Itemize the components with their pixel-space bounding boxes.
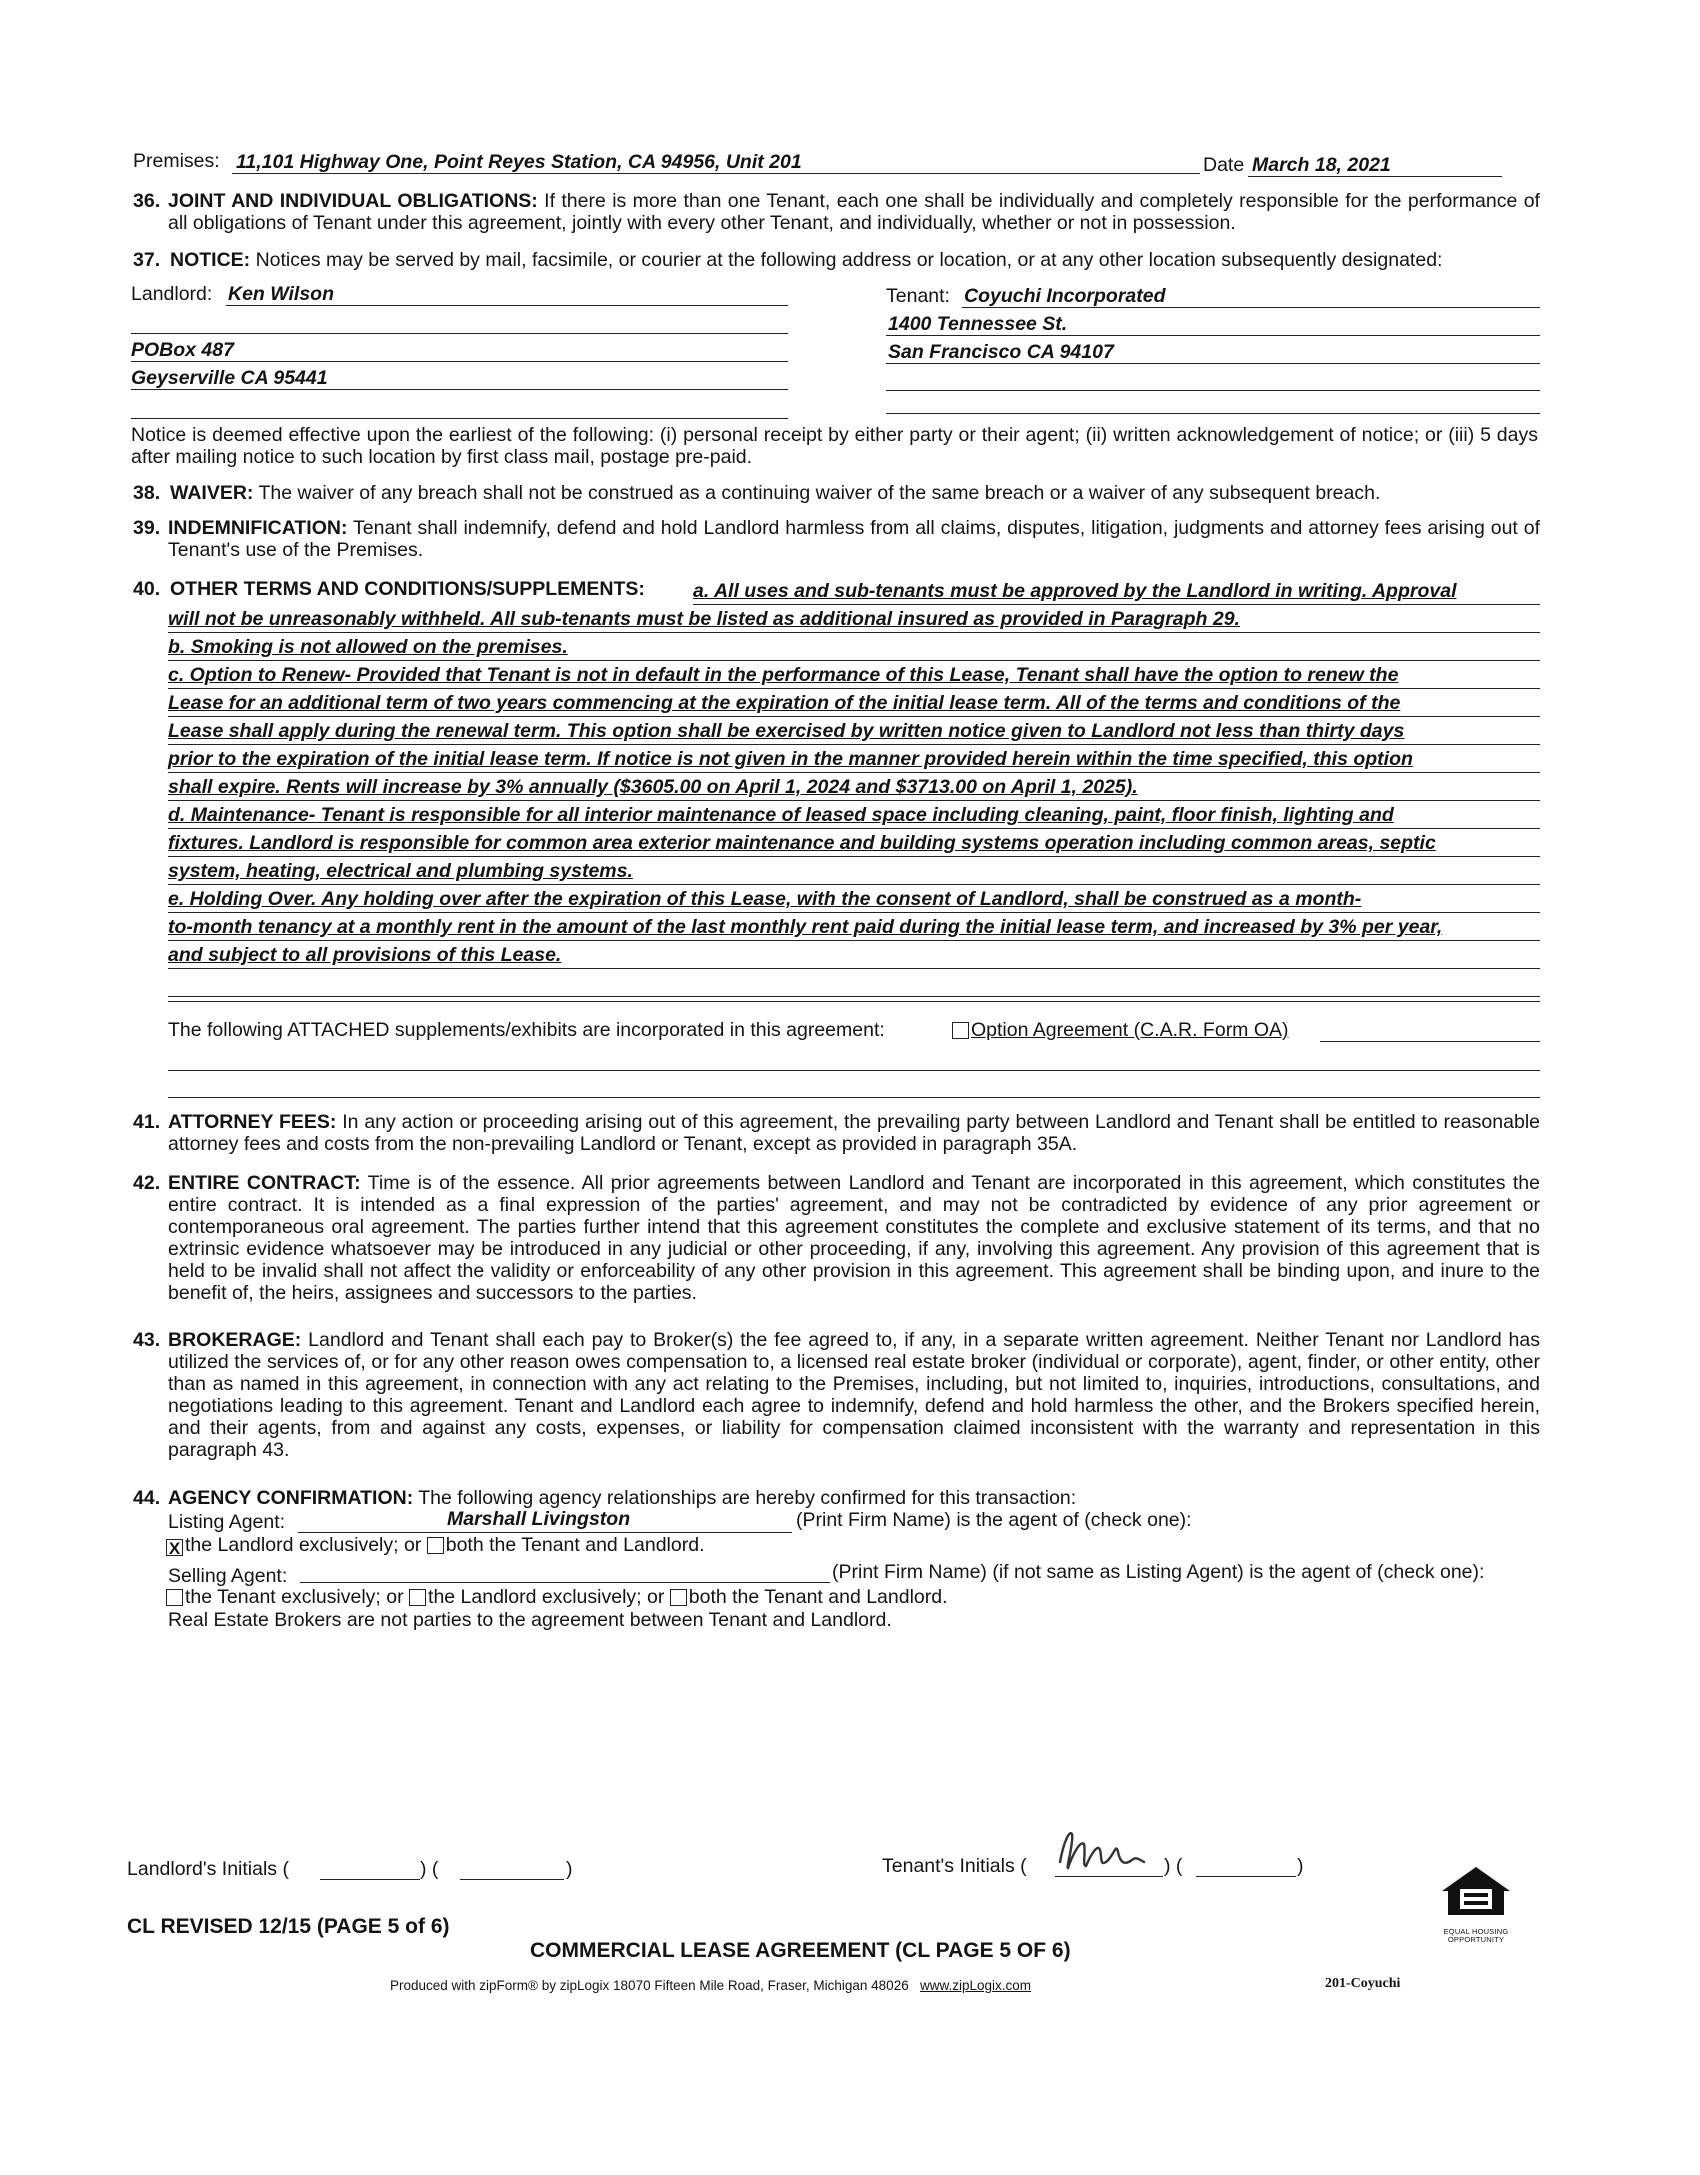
section-41-number: 41. [133,1111,161,1133]
listing-landlord-exclusive-checkbox[interactable]: X [166,1539,183,1556]
tenant-initials-mid: ) ( [1164,1855,1183,1877]
section-43-body: Landlord and Tenant shall each pay to Broker(s) the fee agreed to, if any, in a separate written agreement. Neither Tenant nor Landlord has utilized the services of, or for any other reason owes compensation to, a licensed real estate broker (individual or corporate), agent, finder, or other entity, other than as named in this agreement, in connection with any act relating to the Premises, including, but not limited to, inquiries, introductions, consultations, and negotiations leading to this agreement. Tenant and Landlord each agree to indemnify, defend and hold harmless the other, and the Brokers specified herein, and their agents, from and against any costs, expenses, or liability for compensation claimed inconsistent with the warranty and representation in this paragraph 43. [168,1329,1540,1461]
landlord-address-1[interactable]: POBox 487 [131,339,234,361]
landlord-addr1-line [131,361,788,362]
section-44-text [168,1487,1076,1509]
selling-agent-suffix: (Print Firm Name) (if not same as Listing Agent) is the agent of (check one): [832,1561,1485,1583]
revision-label: CL REVISED 12/15 (PAGE 5 of 6) [127,1915,450,1938]
landlord-initials-mid: ) ( [420,1858,439,1880]
produced-with [390,1978,1031,1993]
section-38-body: The waiver of any breach shall not be construed as a continuing waiver of the same breach or a waiver of any subsequent breach. [253,482,1381,504]
section-43-number: 43. [133,1329,161,1351]
section-41-title: ATTORNEY FEES: [168,1111,337,1133]
option-agreement-checkbox[interactable] [952,1022,969,1039]
equal-housing-caption-2: OPPORTUNITY [1447,1935,1505,1944]
landlord-blank-line-2 [131,418,788,419]
listing-both-checkbox[interactable] [427,1537,444,1554]
supplement-line-9[interactable]: d. Maintenance- Tenant is responsible for all interior maintenance of leased space including cleaning, paint, floor finish, lighting and [168,801,1540,829]
section-43-title: BROKERAGE: [168,1329,302,1351]
section-39-title: INDEMNIFICATION: [168,517,348,539]
section-42-body: Time is of the essence. All prior agreements between Landlord and Tenant are incorporated in this agreement, which constitutes the entire contract. It is intended as a final expression of the parties' agreement, and may not be contradicted by evidence of any prior agreement or contemporaneous oral agreement. The parties further intend that this agreement constitutes the complete and exclusive statement of its terms, and that no extrinsic evidence whatsoever may be introduced in any judicial or other proceeding, if any, involving this agreement. Any provision of this agreement that is held to be invalid shall not affect the validity or enforceability of any other provision in this agreement. This agreement shall be binding upon, and inure to the benefit of, the heirs, assignees and successors to the parties. [168,1172,1540,1304]
section-36-body: If there is more than one Tenant, each one shall be individually and completely responsible for the performance of all obligations of Tenant under this agreement, jointly with every other Tenant, and individually, whether or not in possession. [168,190,1540,234]
landlord-blank-line [131,333,788,334]
tenant-addr1-line [886,335,1540,336]
listing-agent-value[interactable]: Marshall Livingston [447,1508,631,1530]
equal-housing-caption [1432,1928,1520,1944]
section-36-title: JOINT AND INDIVIDUAL OBLIGATIONS: [168,190,538,212]
supplement-line-7[interactable]: prior to the expiration of the initial lease term. If notice is not given in the manner provided herein within the time specified, this option [168,745,1540,773]
attached-blank-line-2 [168,1097,1540,1098]
listing-agent-line [298,1532,792,1533]
landlord-initials-field-2[interactable] [460,1879,564,1880]
selling-both-checkbox[interactable] [670,1589,687,1606]
section-44-body: The following agency relationships are hereby confirmed for this transaction: [413,1487,1077,1509]
section-44-number: 44. [133,1487,161,1509]
supplement-line-10[interactable]: fixtures. Landlord is responsible for common area exterior maintenance and building systems operation including common areas, septic [168,829,1540,857]
section-39-body: Tenant shall indemnify, defend and hold Landlord harmless from all claims, disputes, litigation, judgments and attorney fees arising out of Tenant's use of the Premises. [168,517,1540,561]
premises-label: Premises: [133,150,220,172]
section-39-number: 39. [133,517,161,539]
tenant-initials-field-2[interactable] [1196,1876,1296,1877]
tenant-initials-close: ) [1297,1855,1304,1877]
section-38-title: WAIVER: [170,482,254,504]
selling-tenant-exclusive-label: the Tenant exclusively; or [185,1586,404,1608]
selling-agent-label: Selling Agent: [168,1565,288,1587]
supplement-line-15[interactable] [168,969,1540,997]
section-38-text [170,482,1380,504]
supplement-line-12[interactable]: e. Holding Over. Any holding over after the expiration of this Lease, with the consent of Landlord, shall be construed as a month- [168,885,1540,913]
section-39-text [168,517,1540,561]
landlord-initials-field-1[interactable] [320,1879,420,1880]
tenant-initials-signature [1052,1822,1172,1878]
supplement-line-3[interactable]: b. Smoking is not allowed on the premises. [168,633,1540,661]
section-36-number: 36. [133,190,161,212]
section-43-text [168,1329,1540,1461]
section-42-number: 42. [133,1172,161,1194]
selling-both-label: both the Tenant and Landlord. [688,1586,948,1608]
file-identifier: 201-Coyuchi [1325,1976,1401,1991]
supplement-line-2[interactable]: will not be unreasonably withheld. All sub-tenants must be listed as additional insured as provided in Paragraph 29. [168,605,1540,633]
selling-landlord-exclusive-checkbox[interactable] [409,1589,426,1606]
tenant-name[interactable]: Coyuchi Incorporated [964,285,1166,307]
selling-agent-options [166,1586,948,1608]
section-36-text [168,190,1540,234]
supplement-blank-line [168,1001,1540,1002]
section-42-title: ENTIRE CONTRACT: [168,1172,361,1194]
landlord-name[interactable]: Ken Wilson [228,283,334,305]
supplement-line-6[interactable]: Lease shall apply during the renewal term. This option shall be exercised by written notice given to Landlord not less than thirty days [168,717,1540,745]
tenant-label: Tenant: [886,285,950,307]
section-37-body: Notices may be served by mail, facsimile, or courier at the following address or location, or at any other location subsequently designated: [250,249,1443,271]
date-line [1248,176,1502,177]
date-label: Date [1203,154,1245,176]
attached-blank-line-1 [168,1070,1540,1071]
landlord-initials-close: ) [566,1858,573,1880]
landlord-address-2[interactable]: Geyserville CA 95441 [131,367,328,389]
section-37-text [170,249,1442,271]
date-value[interactable]: March 18, 2021 [1252,154,1391,176]
supplement-line-11[interactable]: system, heating, electrical and plumbing systems. [168,857,1540,885]
landlord-label: Landlord: [131,283,213,305]
listing-landlord-exclusive-label: the Landlord exclusively; or [185,1534,422,1556]
supplement-line-13[interactable]: to-month tenancy at a monthly rent in the amount of the last monthly rent paid during the initial lease term, and increased by 3% per year, [168,913,1540,941]
tenant-blank-line-2 [886,413,1540,414]
supplement-line-1[interactable]: a. All uses and sub-tenants must be approved by the Landlord in writing. Approval [693,577,1540,605]
listing-agent-suffix: (Print Firm Name) is the agent of (check one): [796,1509,1192,1531]
footer-title: COMMERCIAL LEASE AGREEMENT (CL PAGE 5 OF 6) [530,1939,1071,1962]
tenant-addr2-line [886,363,1540,364]
selling-agent-line[interactable] [300,1582,830,1583]
section-37-title: NOTICE: [170,249,251,271]
landlord-addr2-line [131,389,788,390]
listing-agent-options [166,1534,705,1556]
attached-line-rest [1320,1041,1540,1042]
landlord-initials-label: Landlord's Initials ( [127,1858,289,1880]
equal-housing-logo-icon [1436,1865,1516,1925]
section-42-text [168,1172,1540,1304]
option-agreement-label: Option Agreement (C.A.R. Form OA) [971,1019,1289,1041]
tenant-name-line [962,307,1540,308]
section-37-number: 37. [133,249,161,271]
selling-landlord-exclusive-label: the Landlord exclusively; or [428,1586,665,1608]
premises-line [232,173,1200,174]
listing-both-label: both the Tenant and Landlord. [445,1534,705,1556]
produced-with-text: Produced with zipForm® by zipLogix 18070 Fifteen Mile Road, Fraser, Michigan 48026 [390,1978,909,1993]
tenant-blank-line [886,390,1540,391]
supplement-line-4[interactable]: c. Option to Renew- Provided that Tenant is not in default in the performance of this Lease, Tenant shall have the option to renew the [168,661,1540,689]
section-41-body: In any action or proceeding arising out of this agreement, the prevailing party between Landlord and Tenant shall be entitled to reasonable attorney fees and costs from the non-prevailing Landlord or Tenant, except as provided in paragraph 35A. [168,1111,1540,1155]
section-38-number: 38. [133,482,161,504]
ziplogix-link[interactable]: www.zipLogix.com [919,1978,1032,1993]
attached-supplements-text: The following ATTACHED supplements/exhibits are incorporated in this agreement: [168,1019,885,1041]
premises-value[interactable]: 11,101 Highway One, Point Reyes Station, CA 94956, Unit 201 [236,151,802,173]
tenant-initials-label: Tenant's Initials ( [882,1855,1027,1877]
equal-housing-caption-1: EQUAL HOUSING [1443,1927,1509,1936]
brokers-note: Real Estate Brokers are not parties to the agreement between Tenant and Landlord. [168,1609,892,1631]
section-41-text [168,1111,1540,1155]
landlord-name-line [226,305,788,306]
supplement-line-8[interactable]: shall expire. Rents will increase by 3% annually ($3605.00 on April 1, 2024 and $3713.00 on April 1, 2025). [168,773,1540,801]
attached-option-agreement[interactable] [952,1019,1289,1041]
tenant-address-1[interactable]: 1400 Tennessee St. [888,313,1068,335]
selling-tenant-exclusive-checkbox[interactable] [166,1589,183,1606]
notice-effective-text: Notice is deemed effective upon the earliest of the following: (i) personal receipt by either party or their agent; (ii) written acknowledgement of notice; or (iii) 5 days after mailing notice to such location by first class mail, postage pre-paid. [131,424,1538,468]
supplement-line-14[interactable]: and subject to all provisions of this Lease. [168,941,1540,969]
tenant-address-2[interactable]: San Francisco CA 94107 [888,341,1114,363]
section-40-title: OTHER TERMS AND CONDITIONS/SUPPLEMENTS: [170,578,645,600]
section-40-number: 40. [133,578,161,600]
listing-agent-label: Listing Agent: [168,1511,286,1533]
section-44-title: AGENCY CONFIRMATION: [168,1487,414,1509]
supplement-line-5[interactable]: Lease for an additional term of two years commencing at the expiration of the initial lease term. All of the terms and conditions of the [168,689,1540,717]
